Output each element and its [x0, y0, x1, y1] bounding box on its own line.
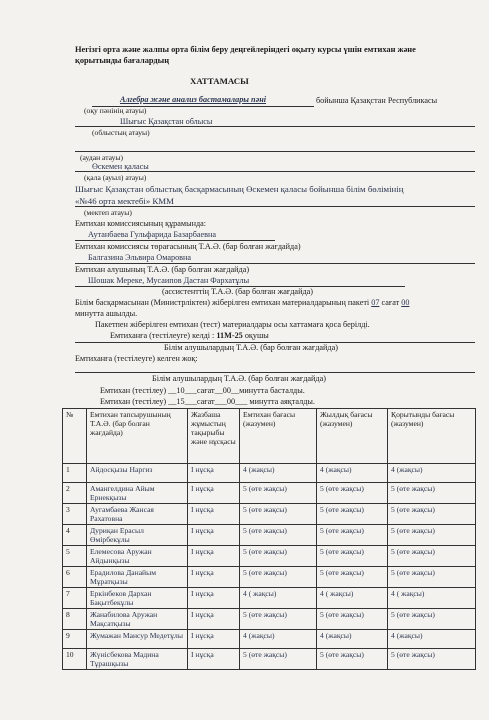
exam-grade: 5 (өте жақсы): [240, 504, 317, 525]
absent-caption-1: Білім алушылардың Т.А.Ә. (бар болған жағдайда): [164, 343, 338, 352]
exam-grade: 5 (өте жақсы): [240, 649, 317, 670]
attended-suffix: оқушы: [244, 331, 269, 340]
annual-grade: 5 (өте жақсы): [317, 546, 388, 567]
document-title: ХАТТАМАСЫ: [190, 76, 249, 86]
school-caption: (мектеп атауы): [84, 208, 132, 217]
commission-label: Емтихан комиссиясының құрамында:: [75, 219, 207, 228]
student-name: Ерадилова Данайым Мұратқызы: [87, 567, 188, 588]
examiner-underline: [75, 263, 475, 264]
variant: I нұсқа: [188, 609, 240, 630]
final-grade: 5 (өте жақсы): [388, 649, 476, 670]
table-row: [63, 525, 476, 546]
header-annual-grade: Жылдық бағасы (жазумен): [317, 409, 388, 464]
variant: I нұсқа: [188, 588, 240, 609]
package-hour: 07: [371, 298, 380, 307]
commission-chair: Аутанбаева Гульфарида Базарбаевна: [88, 230, 217, 239]
variant: I нұсқа: [188, 504, 240, 525]
results-table-body: [63, 464, 476, 670]
student-name: Елемесова Аружан Айдынқызы: [87, 546, 188, 567]
row-number: 3: [63, 504, 87, 525]
final-grade: 5 (өте жақсы): [388, 483, 476, 504]
exam-end-time: Емтихан (тестілеу) __15___сағат___00___ минутта аяқталды.: [100, 397, 315, 406]
student-name: Жанабилова Аружан Мақсатқызы: [87, 609, 188, 630]
student-name: Амангелдина Айым Ернекқызы: [87, 483, 188, 504]
variant: I нұсқа: [188, 464, 240, 483]
row-number: 5: [63, 546, 87, 567]
table-row: [63, 649, 476, 670]
subject-value: Алгебра және анализ бастамалары пәні: [120, 95, 267, 104]
student-name: Жумажан Мансур Медетұлы: [87, 630, 188, 649]
table-row: [63, 567, 476, 588]
variant: I нұсқа: [188, 546, 240, 567]
exam-grade: 5 (өте жақсы): [240, 546, 317, 567]
header-line-2: қорытынды бағалардың: [75, 56, 170, 65]
package-line-2: минутта ашылды.: [75, 309, 138, 318]
table-row: [63, 588, 476, 609]
school-line-1: Шығыс Қазақстан облыстық басқармасының Өскемен қаласы бойынша білім бөлімінің: [75, 184, 404, 194]
final-grade: 4 ( жақсы): [388, 588, 476, 609]
table-row: [63, 483, 476, 504]
table-row: [63, 504, 476, 525]
header-exam-grade: Емтихан бағасы (жазумен): [240, 409, 317, 464]
package-line-4: [110, 331, 269, 341]
exam-grade: 4 ( жақсы): [240, 588, 317, 609]
final-grade: 5 (өте жақсы): [388, 609, 476, 630]
attended-class: 11М-25: [216, 331, 243, 340]
annual-grade: 5 (өте жақсы): [317, 609, 388, 630]
header-line-1: Негізгі орта және жалпы орта білім беру деңгейлеріндегі оқыту курсы үшін емтихан және: [75, 45, 416, 54]
exam-grade: 5 (өте жақсы): [240, 483, 317, 504]
student-name: Еркінбеков Дархан Бақытбекұлы: [87, 588, 188, 609]
header-number: №: [63, 409, 87, 464]
exam-start-time: Емтихан (тестілеу) __10___сағат__00__минутта басталды.: [100, 386, 305, 395]
package-line-1: [75, 298, 409, 308]
commission-chair-caption: Емтихан комиссиясы төрағасының Т.А.Ә. (бар болған жағдайда): [75, 242, 301, 251]
student-name: Айдосқызы Наргиз: [87, 464, 188, 483]
school-line-2: «№46 орта мектебі» КММ: [75, 196, 174, 206]
final-grade: 4 (жақсы): [388, 630, 476, 649]
annual-grade: 5 (өте жақсы): [317, 504, 388, 525]
region-caption: (облыстың атауы): [92, 128, 150, 137]
variant: I нұсқа: [188, 567, 240, 588]
package-opened-text: Білім басқармасынан (Министрліктен) жіберілген емтихан материалдарының пакеті: [75, 298, 370, 307]
final-grade: 5 (өте жақсы): [388, 546, 476, 567]
variant: I нұсқа: [188, 525, 240, 546]
table-header-row: [63, 409, 476, 464]
district-underline: [75, 151, 475, 152]
city-caption: (қала (ауыл) атауы): [84, 173, 147, 182]
row-number: 2: [63, 483, 87, 504]
final-grade: 5 (өте жақсы): [388, 504, 476, 525]
absent-label: Емтиханға (тестілеуге) келген жоқ:: [75, 354, 198, 363]
package-hour-word: сағат: [381, 298, 400, 307]
package-minute: 00: [401, 298, 410, 307]
variant: I нұсқа: [188, 483, 240, 504]
attended-label: Емтиханға (тестілеуге) келді :: [110, 331, 215, 340]
header-final-grade: Қорытынды бағасы (жазумен): [388, 409, 476, 464]
exam-grade: 4 (жақсы): [240, 464, 317, 483]
exam-grade: 5 (өте жақсы): [240, 567, 317, 588]
row-number: 4: [63, 525, 87, 546]
row-number: 10: [63, 649, 87, 670]
header-variant: Жазбаша жұмыстың тақырыбы және нұсқасы: [188, 409, 240, 464]
results-table: [62, 408, 476, 670]
student-name: Дуриқан Ерасыл Өмірбекұлы: [87, 525, 188, 546]
annual-grade: 4 (жақсы): [317, 464, 388, 483]
variant: I нұсқа: [188, 630, 240, 649]
student-name: Аугамбаева Жансая Рахатовна: [87, 504, 188, 525]
variant: I нұсқа: [188, 649, 240, 670]
commission-examiner: Балгазина Эльвира Омаровна: [88, 253, 192, 262]
final-grade: 5 (өте жақсы): [388, 525, 476, 546]
final-grade: 5 (өте жақсы): [388, 567, 476, 588]
annual-grade: 5 (өте жақсы): [317, 483, 388, 504]
chair-underline: [75, 240, 275, 241]
row-number: 9: [63, 630, 87, 649]
absent-underline: [75, 372, 475, 373]
annual-grade: 5 (өте жақсы): [317, 567, 388, 588]
row-number: 1: [63, 464, 87, 483]
annual-grade: 5 (өте жақсы): [317, 525, 388, 546]
student-name: Жүнісбекова Мадина Тұрашқызы: [87, 649, 188, 670]
row-number: 8: [63, 609, 87, 630]
region-value: Шығыс Қазақстан облысы: [120, 117, 213, 126]
exam-grade: 5 (өте жақсы): [240, 525, 317, 546]
exam-grade: 5 (өте жақсы): [240, 609, 317, 630]
commission-assistants-caption: (ассистенттің Т.А.Ә. (бар болған жағдайда): [162, 287, 313, 296]
row-number: 7: [63, 588, 87, 609]
header-student-name: Емтихан тапсырушының Т.А.Ә. (бар болған жағдайда): [87, 409, 188, 464]
subject-caption: (оқу пәнінің атауы): [84, 106, 147, 115]
commission-examiner-caption: Емтихан алушының Т.А.Ә. (бар болған жағдайда): [75, 265, 250, 274]
row-number: 6: [63, 567, 87, 588]
table-row: [63, 546, 476, 567]
subject-suffix: бойынша Қазақстан Республикасы: [316, 96, 438, 105]
district-caption: (аудан атауы): [80, 153, 124, 162]
school-underline: [75, 206, 475, 207]
commission-assistants: Шошак Мереке, Мусаипов Дастан Фархатұлы: [88, 276, 250, 285]
table-row: [63, 464, 476, 483]
final-grade: 4 (жақсы): [388, 464, 476, 483]
exam-grade: 4 (жақсы): [240, 630, 317, 649]
city-value: Өскемен қаласы: [92, 162, 149, 171]
annual-grade: 5 (өте жақсы): [317, 649, 388, 670]
annual-grade: 4 ( жақсы): [317, 588, 388, 609]
table-row: [63, 630, 476, 649]
absent-caption-2: Білім алушылардың Т.А.Ә. (бар болған жағдайда): [152, 374, 326, 383]
table-row: [63, 609, 476, 630]
annual-grade: 4 (жақсы): [317, 630, 388, 649]
package-line-3: Пакетпен жіберілген емтихан (тест) материалдары осы хаттамаға қоса берілді.: [95, 320, 370, 329]
